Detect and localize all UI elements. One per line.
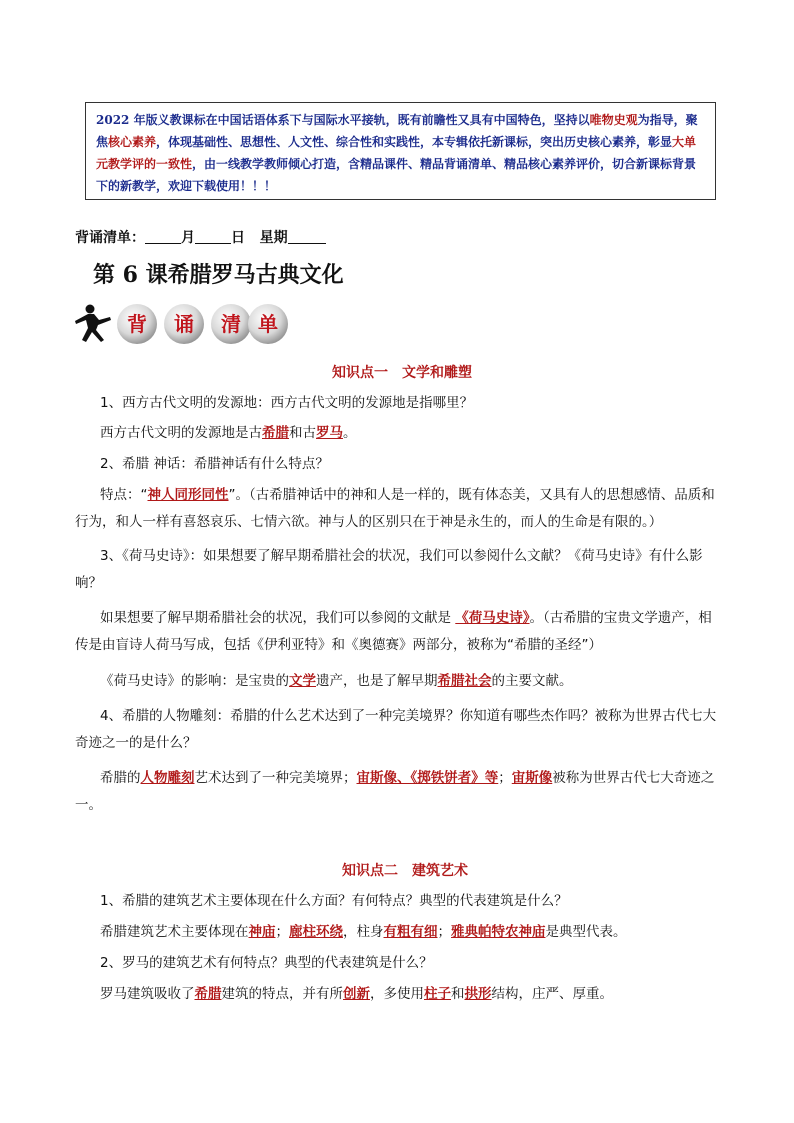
answer: 如果想要了解早期希腊社会的状况，我们可以参阅的文献是 《荷马史诗》。（古希腊的宝贵文学遗产，相传是由盲诗人荷马写成，包括《伊利亚特》和《奥德赛》两部分，被称为“希腊的圣经”）	[75, 610, 712, 653]
answer: 《荷马史诗》的影响：是宝贵的文学遗产，也是了解早期希腊社会的主要文献。	[100, 673, 573, 689]
month-label: 月	[181, 230, 195, 246]
question: 4、希腊的人物雕刻：希腊的什么艺术达到了一种完美境界？你知道有哪些杰作吗？被称为世界古代七大奇迹之一的是什么？	[75, 708, 717, 751]
key-term: 希腊	[262, 425, 289, 441]
week-label: 星期	[259, 230, 288, 246]
key-term: 宙斯像、《掷铁饼者》等	[356, 770, 499, 786]
answer: 希腊的人物雕刻艺术达到了一种完美境界；宙斯像、《掷铁饼者》等；宙斯像被称为世界古代七大奇迹之一。	[75, 770, 715, 813]
answer: 罗马建筑吸收了希腊建筑的特点，并有所创新，多使用柱子和拱形结构，庄严、厚重。	[100, 986, 613, 1002]
question: 1、西方古代文明的发源地：西方古代文明的发源地是指哪里？	[100, 395, 474, 411]
answer: 特点：“神人同形同性”。（古希腊神话中的神和人是一样的，既有体态美，又具有人的思想感情、品质和行为，和人一样有喜怒哀乐、七情六欲。神与人的区别只在于神是永生的，而人的生命是有限的。）	[75, 487, 715, 530]
day-label: 日	[231, 230, 245, 246]
key-term: 廊柱环绕	[289, 924, 343, 940]
notice-text: 2022 年版义教课标在中国话语体系下与国际水平接轨，既有前瞻性又具有中国特色，坚持以	[96, 113, 590, 127]
schedule-line	[75, 227, 326, 247]
answer: 西方古代文明的发源地是古希腊和古罗马。	[100, 425, 357, 441]
recite-list-banner	[72, 300, 290, 346]
key-term: 拱形	[464, 986, 492, 1002]
key-term: 创新	[343, 986, 370, 1002]
question: 2、罗马的建筑艺术有何特点？典型的代表建筑是什么？	[100, 955, 433, 971]
question: 1、希腊的建筑艺术主要体现在什么方面？有何特点？典型的代表建筑是什么？	[100, 893, 568, 909]
key-term: 希腊	[194, 986, 222, 1002]
question: 2、希腊 神话：希腊神话有什么特点？	[100, 456, 329, 472]
day-blank	[195, 229, 231, 244]
key-term: 宙斯像	[511, 770, 553, 786]
banner-char: 清	[221, 312, 241, 336]
notice-highlight: 大单元教学评的一致性	[96, 135, 697, 171]
key-term: 神人同形同性	[147, 487, 229, 503]
key-term: 雅典帕特农神庙	[451, 924, 546, 940]
notice-highlight: 唯物史观	[589, 113, 638, 127]
question: 3、《荷马史诗》：如果想要了解早期希腊社会的状况，我们可以参阅什么文献？《荷马史诗》有什么影响？	[75, 548, 703, 591]
banner-char: 单	[258, 312, 278, 336]
schedule-label: 背诵清单：	[75, 230, 145, 246]
answer: 希腊建筑艺术主要体现在神庙；廊柱环绕，柱身有粗有细；雅典帕特农神庙是典型代表。	[100, 924, 627, 940]
notice-highlight: 核心素养	[108, 135, 157, 149]
key-term: 《荷马史诗》	[455, 610, 530, 626]
key-term: 神庙	[248, 924, 276, 940]
key-term: 有粗有细	[383, 924, 438, 940]
notice-text: ，体现基础性、思想性、人文性、综合性和实践性，本专辑依托新课标，突出历史核心素养，彰显	[156, 135, 673, 149]
lesson-title: 第 6 课希腊罗马古典文化	[93, 262, 344, 288]
banner-char: 背	[127, 312, 147, 336]
key-term: 希腊社会	[437, 673, 492, 689]
section-heading: 知识点一 文学和雕塑	[332, 365, 472, 381]
martial-artist-icon	[75, 305, 111, 343]
banner-char: 诵	[174, 312, 194, 336]
section-heading: 知识点二 建筑艺术	[342, 863, 468, 879]
month-blank	[145, 229, 181, 244]
key-term: 柱子	[424, 986, 451, 1002]
key-term: 文学	[289, 673, 316, 689]
notice-text: 为指导，聚焦	[96, 113, 698, 149]
intro-notice-box	[85, 102, 716, 200]
notice-text: ，由一线教学教师倾心打造，含精品课件、精品背诵清单、精品核心素养评价，切合新课标背景下的新教学，欢迎下载使用！！！	[96, 157, 697, 193]
week-blank	[288, 229, 326, 244]
key-term: 人物雕刻	[140, 770, 195, 786]
key-term: 罗马	[316, 425, 343, 441]
